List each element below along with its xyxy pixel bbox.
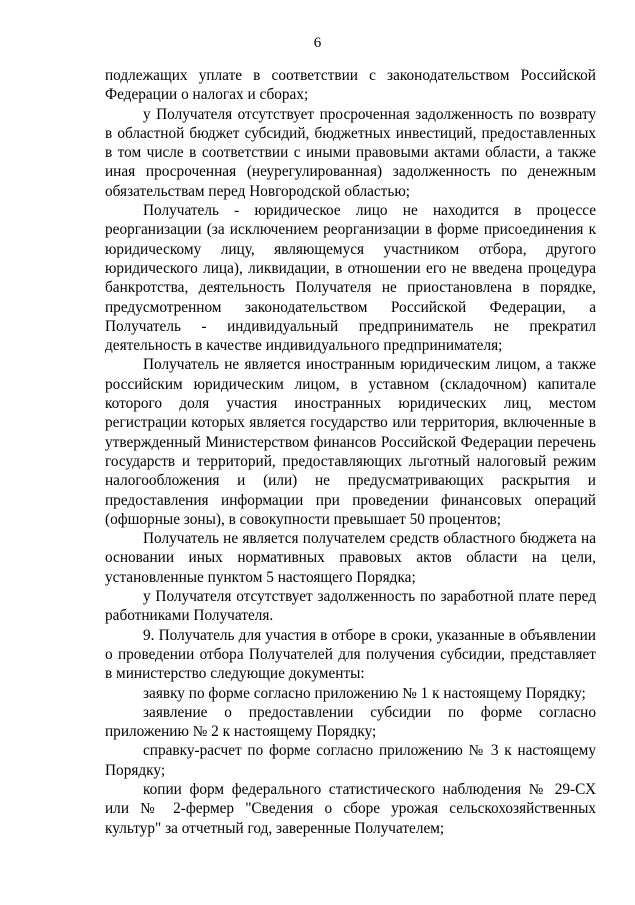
paragraph-no-reorganization: Получатель - юридическое лицо не находится в процессе реорганизации (за исключением реорганизации в форме присоединения к юридическому лицу, являющемуся участником отбора, другого юридического лица), ликвидации, в отношении его не введена процедура банкротства, деятельность Получателя не приостановлена в порядке, предусмотренном законодательством Российской Федерации, а Получатель - индивидуальный предприниматель не прекратил деятельность в качестве индивидуального предпринимателя;	[105, 202, 596, 355]
paragraph-no-wage-debt: у Получателя отсутствует задолженность по заработной плате перед работниками Получателя.	[105, 588, 596, 625]
paragraph-application: заявку по форме согласно приложению № 1 к настоящему Порядку;	[143, 684, 586, 702]
paragraph-continuation: подлежащих уплате в соответствии с законодательством Российской Федерации о налогах и сборах;	[105, 67, 596, 104]
paragraph-subsidy-request: заявление о предоставлении субсидии по форме согласно приложению № 2 к настоящему Порядку;	[105, 703, 596, 741]
paragraph-section-9: 9. Получатель для участия в отборе в сроки, указанные в объявлении о проведении отбора Получателей для получения субсидии, представляет в министерство следующие документы:	[105, 626, 596, 683]
paragraph-no-budget-debt: у Получателя отсутствует просроченная задолженность по возврату в областной бюджет субсидий, бюджетных инвестиций, предоставленных в том числе в соответствии с иными правовыми актами области, а также иная просроченная (неурегулированная) задолженность по денежным обязательствам перед Новгородской областью;	[105, 105, 596, 200]
document-body	[105, 66, 596, 838]
paragraph-not-budget-recipient: Получатель не является получателем средств областного бюджета на основании иных нормативных правовых актов области на цели, установленные пунктом 5 настоящего Порядка;	[105, 530, 596, 586]
paragraph-statistical-forms: копии форм федерального статистического наблюдения № 29-СХ или № 2-фермер "Сведения о сборе урожая сельскохозяйственных культур" за отчетный год, заверенные Получателем;	[105, 780, 596, 837]
paragraph-not-foreign-entity: Получатель не является иностранным юридическим лицом, а также российским юридическим лицом, в уставном (складочном) капитале которого доля участия иностранных юридических лиц, местом регистрации которых является государство или территория, включенные в утвержденный Министерством финансов Российской Федерации перечень государств и территорий, предоставляющих льготный налоговый режим налогообложения и (или) не предусматривающих раскрытия и предоставления информации при проведении финансовых операций (офшорные зоны), в совокупности превышает 50 процентов;	[105, 356, 596, 528]
page-number: 6	[313, 35, 322, 51]
paragraph-calculation: справку-расчет по форме согласно приложению № 3 к настоящему Порядку;	[105, 742, 596, 779]
